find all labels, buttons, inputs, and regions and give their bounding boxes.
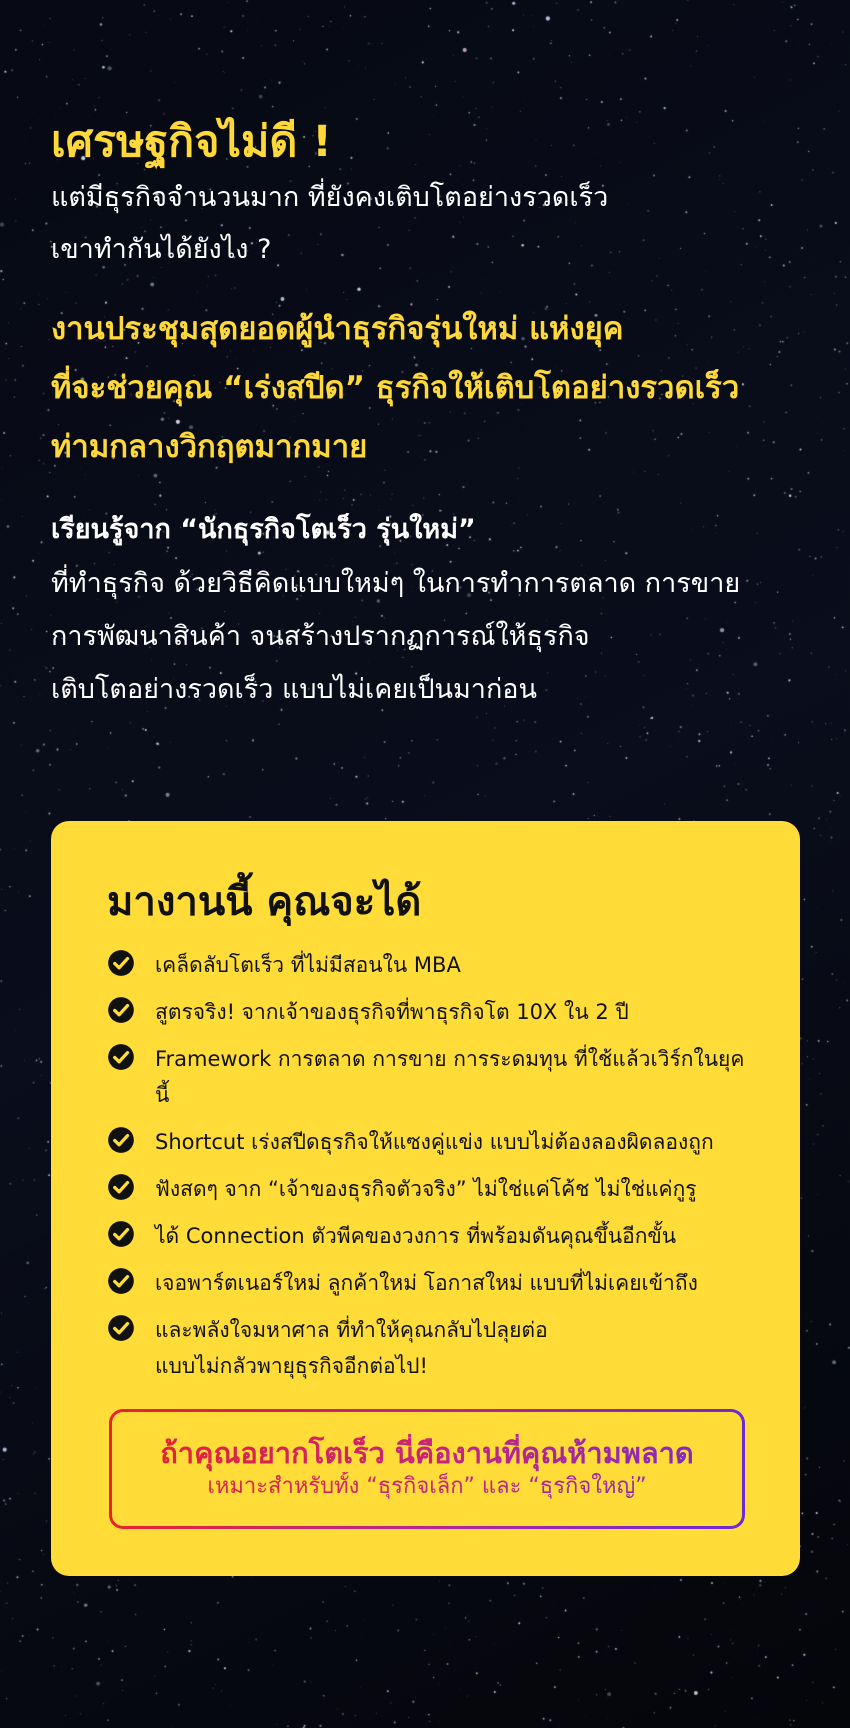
summit-line: งานประชุมสุดยอดผู้นำธุรกิจรุ่นใหม่ แห่งยุค	[51, 311, 624, 347]
benefits-card	[51, 821, 800, 1576]
benefit-item	[107, 994, 750, 1030]
benefit-item	[107, 1041, 750, 1113]
benefit-text-line: แบบไม่กลัวพายุธุรกิจอีกต่อไป!	[155, 1354, 428, 1378]
benefit-text-line: เคล็ดลับโตเร็ว ที่ไม่มีสอนใน MBA	[155, 953, 461, 977]
benefit-text	[155, 1218, 676, 1254]
benefit-item	[107, 1124, 750, 1160]
hero-section	[51, 112, 811, 716]
summit-statement	[51, 300, 811, 477]
benefit-text	[155, 994, 629, 1030]
check-circle-icon	[107, 1126, 135, 1154]
benefit-text	[155, 1041, 750, 1113]
intro-line: แต่มีธุรกิจจำนวนมาก ที่ยังคงเติบโตอย่างรวดเร็ว	[51, 182, 609, 213]
benefit-item	[107, 1171, 750, 1207]
benefit-text-line: สูตรจริง! จากเจ้าของธุรกิจที่พาธุรกิจโต 10X ใน 2 ปี	[155, 1000, 629, 1024]
benefit-text-line: ได้ Connection ตัวพีคของวงการ ที่พร้อมดันคุณขึ้นอีกขั้น	[155, 1224, 677, 1248]
benefit-text-line: Framework การตลาด การขาย การระดมทุน ที่ใช้แล้วเวิร์กในยุคนี้	[155, 1047, 745, 1107]
benefit-text-line: เจอพาร์ตเนอร์ใหม่ ลูกค้าใหม่ โอกาสใหม่ แบบที่ไม่เคยเข้าถึง	[155, 1271, 698, 1295]
cta-box	[109, 1409, 745, 1529]
intro-line: เขาทำกันได้ยังไง ?	[51, 234, 272, 265]
learn-heading: เรียนรู้จาก “นักธุรกิจโตเร็ว รุ่นใหม่”	[51, 514, 476, 545]
summit-line: ท่ามกลางวิกฤตมากมาย	[51, 429, 368, 465]
benefit-text	[155, 1312, 548, 1384]
learn-section	[51, 503, 811, 716]
check-circle-icon	[107, 1173, 135, 1201]
benefit-text	[155, 1265, 698, 1301]
learn-line: เติบโตอย่างรวดเร็ว แบบไม่เคยเป็นมาก่อน	[51, 674, 537, 705]
benefits-title: มางานนี้ คุณจะได้	[107, 879, 422, 925]
check-circle-icon	[107, 996, 135, 1024]
check-circle-icon	[107, 1314, 135, 1342]
hero-headline: เศรษฐกิจไม่ดี !	[51, 117, 332, 167]
check-circle-icon	[107, 1267, 135, 1295]
benefit-text-line: Shortcut เร่งสปีดธุรกิจให้แซงคู่แข่ง แบบไม่ต้องลองผิดลองถูก	[155, 1130, 714, 1154]
check-circle-icon	[107, 949, 135, 977]
cta-subtitle: เหมาะสำหรับทั้ง “ธุรกิจเล็ก” และ “ธุรกิจใหญ่”	[112, 1472, 742, 1502]
benefit-text-line: ฟังสดๆ จาก “เจ้าของธุรกิจตัวจริง” ไม่ใช่แค่โค้ช ไม่ใช่แค่กูรู	[155, 1177, 697, 1201]
check-circle-icon	[107, 1043, 135, 1071]
benefit-text	[155, 1171, 697, 1207]
learn-line: การพัฒนาสินค้า จนสร้างปรากฏการณ์ให้ธุรกิจ	[51, 621, 590, 652]
cta-title: ถ้าคุณอยากโตเร็ว นี่คืองานที่คุณห้ามพลาด	[112, 1434, 742, 1472]
summit-line: ที่จะช่วยคุณ “เร่งสปีด” ธุรกิจให้เติบโตอย่างรวดเร็ว	[51, 370, 740, 406]
benefit-text-line: และพลังใจมหาศาล ที่ทำให้คุณกลับไปลุยต่อ	[155, 1318, 548, 1342]
learn-line: ที่ทำธุรกิจ ด้วยวิธีคิดแบบใหม่ๆ ในการทำการตลาด การขาย	[51, 568, 741, 599]
benefit-item	[107, 1312, 750, 1384]
benefit-item	[107, 1218, 750, 1254]
benefit-text	[155, 1124, 714, 1160]
benefit-item	[107, 947, 750, 983]
check-circle-icon	[107, 1220, 135, 1248]
benefit-text	[155, 947, 461, 983]
benefit-item	[107, 1265, 750, 1301]
benefit-list	[107, 947, 750, 1384]
